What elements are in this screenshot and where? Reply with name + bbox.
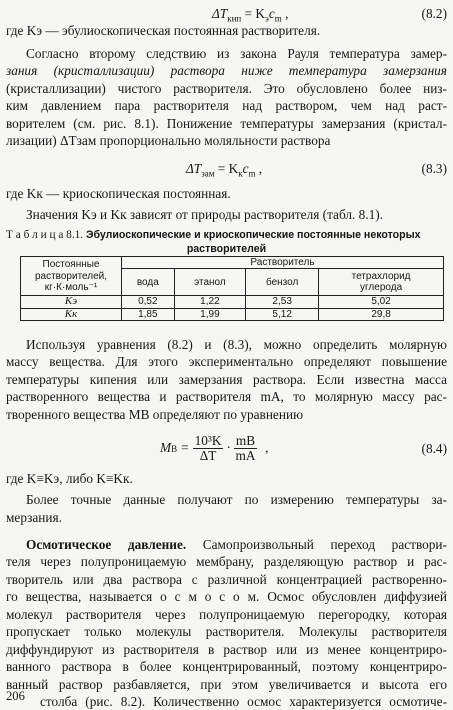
header-line: растворителей, [34, 270, 108, 282]
paragraph-line: ванный раствор разбавляется, при этом увеличивается и высота его [6, 677, 447, 692]
table-caption-line2 [6, 242, 447, 256]
table-header-row [21, 257, 444, 269]
table-cell: 2,53 [246, 296, 319, 308]
equation-number: (8.3) [421, 161, 447, 176]
table-row [21, 308, 444, 320]
table-caption [6, 228, 447, 242]
paragraph-line: Значения Kэ и Kк зависят от природы растворителя (табл. 8.1). [26, 207, 384, 222]
eq-subscript: кип [227, 13, 242, 24]
table-cell: 1,22 [174, 296, 246, 308]
eq-subscript: B [171, 443, 178, 454]
fraction-numerator: mB [235, 432, 256, 448]
paragraph-line: где K≡Kэ, либо K≡Kк. [6, 471, 133, 486]
fraction-denominator: mA [235, 447, 256, 463]
paragraph-line: где Kк — криоскопическая постоянная. [6, 186, 231, 201]
table-cell: 5,12 [246, 308, 319, 320]
eq-fraction [193, 434, 224, 463]
eq-subscript: зам [201, 168, 215, 179]
header-line: тетрахлорид [351, 271, 411, 282]
header-line: Постоянные [42, 259, 100, 271]
paragraph-line: Осмотическое давление. Самопроизвольный переход раствори- [26, 537, 447, 552]
paragraph-line: растворенного вещества и растворителя mA, то молярную массу рас- [6, 389, 447, 404]
eq-subscript: m [274, 13, 282, 24]
eq-rhs: = K [217, 161, 239, 176]
paragraph-line: (кристаллизации) чистого растворителя. Это обусловлено более низ- [6, 81, 447, 96]
eq-punct: , [258, 161, 263, 176]
table-cell-label: Kэ [21, 296, 122, 308]
table-header-group: Растворитель [122, 257, 444, 269]
paragraph-line: зания (кристаллизации) раствора ниже температура замерзания [6, 63, 447, 78]
table-cell: 1,99 [174, 308, 246, 320]
eq-symbol: c [242, 161, 249, 176]
equation-8-3 [186, 160, 262, 183]
table-cell: 1,85 [122, 308, 175, 320]
table-header-cell [319, 269, 444, 296]
paragraph-line: творитель или два раствора с различной концентрацией растворенно- [6, 572, 447, 587]
table-header-cell: этанол [174, 269, 246, 296]
paragraph-line: температуры кипения или замерзания раствора. Если известна масса [6, 372, 447, 387]
table-caption-title: растворителей [186, 243, 267, 255]
fraction-numerator: 10³K [194, 432, 222, 448]
equation-number: (8.4) [421, 441, 447, 456]
table-header-cell: бензол [246, 269, 319, 296]
paragraph-line: мерзания. [6, 510, 62, 525]
eq-symbol: ΔT [186, 161, 202, 176]
eq-symbol: ΔT [212, 6, 228, 21]
eq-subscript: э [264, 13, 269, 24]
paragraph-line: ким давлением пара растворителя над раствором, чем над раст- [6, 98, 447, 113]
table-header-cell: вода [122, 269, 175, 296]
equation-number: (8.2) [421, 6, 447, 21]
constants-table [20, 256, 444, 321]
paragraph-line: го вещества, называется о с м о с о м. Осмос обусловлен диффузией [6, 589, 447, 604]
table-cell: 29,8 [319, 308, 444, 320]
paragraph-line: диффундируют из растворителя в раствор или из менее концентриро- [6, 642, 447, 657]
table-cell-label: Kк [21, 308, 122, 320]
fraction-denominator: ΔT [199, 447, 217, 463]
eq-rhs: = K [244, 6, 265, 21]
eq-subscript: m [248, 168, 256, 179]
equation-8-4 [160, 426, 268, 470]
section-heading: Осмотическое давление. [26, 537, 187, 552]
eq-punct: , [285, 6, 289, 21]
table-cell: 0,52 [122, 296, 175, 308]
paragraph-line: где Kэ — эбулиоскопическая постоянная растворителя. [6, 23, 321, 38]
paragraph-line: ванного раствора в более концентрированный, поэтому концентриро- [6, 659, 447, 674]
paragraph-line: массу вещества. Для этого экспериментально определяют повышение [6, 354, 447, 369]
header-line: кг·К·моль⁻¹ [44, 281, 98, 293]
paragraph-line: столба (рис. 8.2). Количественно осмос характеризуется осмотиче- [40, 694, 447, 709]
table-cell: 5,02 [319, 296, 444, 308]
table-caption-title: Эбулиоскопические и криоскопические постоянные некоторых [85, 229, 421, 241]
table-row [21, 296, 444, 308]
eq-dot: · [226, 440, 231, 456]
paragraph-line: пропускает только молекулы растворителя. Молекулы растворителя [6, 624, 447, 639]
header-line: углерода [360, 282, 403, 294]
eq-subscript: к [238, 168, 243, 179]
paragraph-line: Используя уравнения (8.2) и (8.3), можно определить молярную [26, 337, 447, 352]
paragraph-line: Более точные данные получают по измерению температуры за- [26, 492, 447, 507]
paragraph-line: ворителем (см. рис. 8.1). Понижение температуры замерзания (кристал- [6, 116, 447, 131]
eq-fraction [234, 434, 257, 463]
eq-punct: , [265, 440, 269, 456]
eq-symbol: M [160, 440, 172, 456]
paragraph-line: Согласно второму следствию из закона Рауля температура замер- [26, 46, 447, 61]
table-caption-prefix: Т а б л и ц а 8.1. [6, 229, 84, 241]
eq-equals: = [181, 440, 189, 456]
eq-symbol: c [268, 6, 275, 21]
paragraph-line: творенного вещества MB определяют по уравнению [6, 407, 304, 422]
paragraph-line: теля через полупроницаемую мембрану, разделяющую раствор и рас- [6, 554, 447, 569]
paragraph-line: лизации) ΔTзам пропорционально моляльности раствора [6, 133, 331, 148]
paragraph-line: молекул растворителя через полупроницаемую перегородку, которая [6, 607, 447, 622]
page-number: 206 [6, 689, 25, 703]
table-header-cell [21, 257, 122, 296]
